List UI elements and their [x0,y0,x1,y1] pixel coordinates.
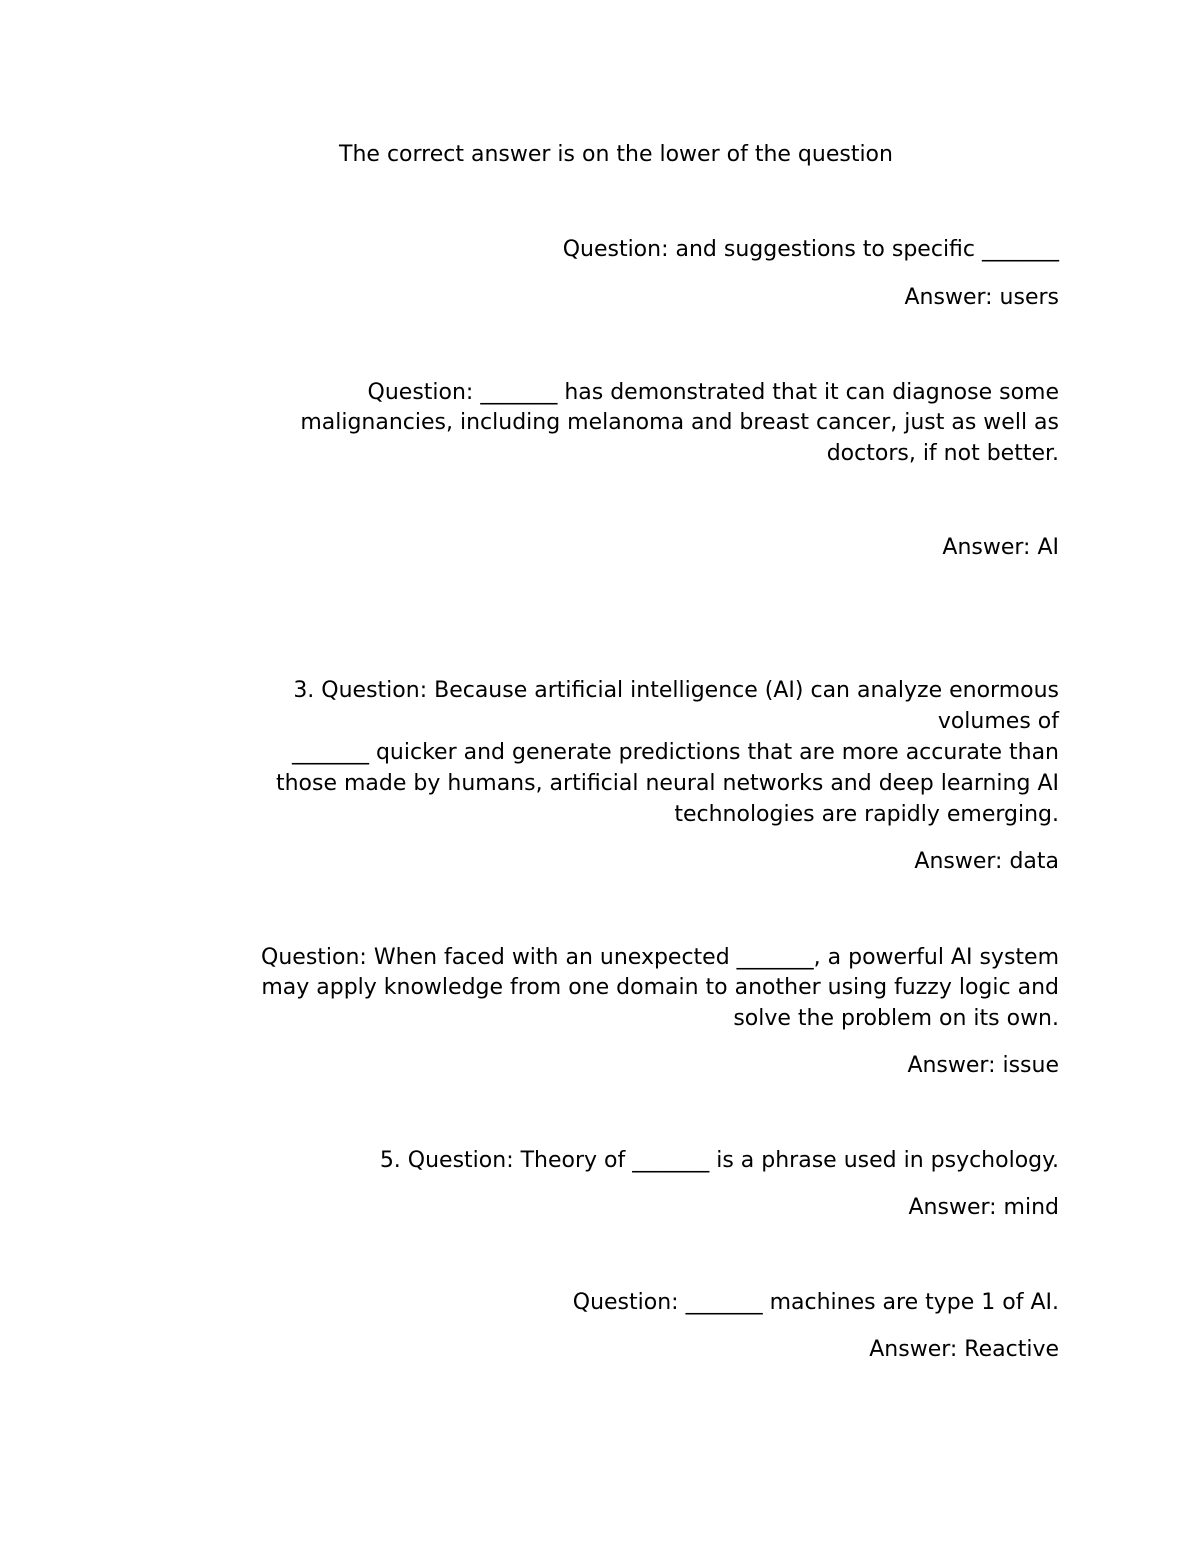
question-text: 3. Question: Because artificial intelligence (AI) can analyze enormous [293,678,1059,703]
question-text: Question: _______ machines are type 1 of AI. [572,1290,1059,1315]
question-text: technologies are rapidly emerging. [674,802,1059,827]
question-text: _______ quicker and generate predictions that are more accurate than [291,740,1059,765]
answer-text: Answer: users [904,285,1059,310]
answer-text: Answer: AI [942,535,1059,560]
question-text: doctors, if not better. [826,441,1059,466]
answer-text: Answer: issue [907,1053,1059,1078]
question-text: malignancies, including melanoma and breast cancer, just as well as [300,410,1059,435]
question-text: Question: _______ has demonstrated that it can diagnose some [367,380,1059,405]
answer-text: Answer: mind [908,1195,1059,1220]
question-text: solve the problem on its own. [733,1006,1059,1031]
answer-text: Answer: data [914,849,1059,874]
question-text: 5. Question: Theory of _______ is a phrase used in psychology. [379,1148,1059,1173]
question-text: volumes of [937,709,1059,734]
question-text: may apply knowledge from one domain to another using fuzzy logic and [261,975,1059,1000]
page-heading: The correct answer is on the lower of the question [339,142,893,167]
question-text: those made by humans, artificial neural networks and deep learning AI [275,771,1059,796]
answer-text: Answer: Reactive [869,1337,1059,1362]
question-text: Question: When faced with an unexpected _______, a powerful AI system [261,945,1059,970]
question-text: Question: and suggestions to specific _______ [562,237,1059,262]
